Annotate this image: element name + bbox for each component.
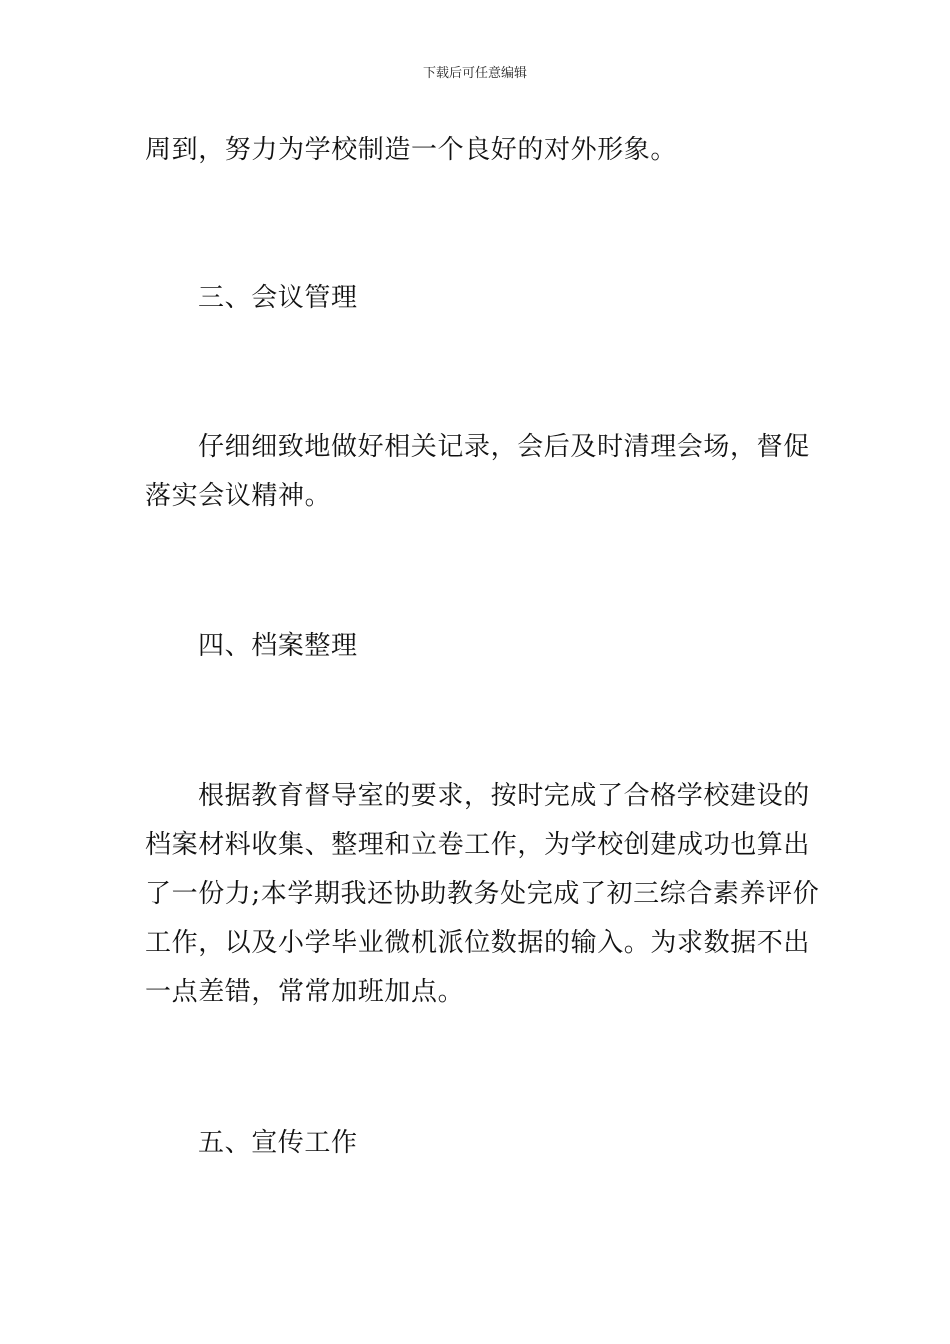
- section-heading: 五、宣传工作: [198, 1128, 358, 1158]
- paragraph-line: 周到，努力为学校制造一个良好的对外形象。: [145, 135, 678, 165]
- section-heading: 四、档案整理: [198, 631, 358, 661]
- paragraph-line: 工作，以及小学毕业微机派位数据的输入。为求数据不出: [145, 928, 811, 958]
- header-note: 下载后可任意编辑: [422, 66, 527, 81]
- section-heading: 三、会议管理: [198, 283, 358, 313]
- paragraph-line: 一点差错，常常加班加点。: [145, 977, 465, 1007]
- section-heading-meeting-management: [145, 274, 810, 323]
- paragraph-archive: [145, 772, 820, 1017]
- section-heading-archive: [145, 622, 810, 671]
- paragraph-line: 档案材料收集、整理和立卷工作，为学校创建成功也算出: [145, 830, 811, 860]
- paragraph-line: 仔细细致地做好相关记录，会后及时清理会场，督促: [198, 432, 810, 462]
- paragraph-meeting: [145, 423, 810, 521]
- paragraph-line: 落实会议精神。: [145, 481, 332, 511]
- section-heading-publicity: [145, 1119, 810, 1168]
- paragraph-line: 了一份力;本学期我还协助教务处完成了初三综合素养评价: [145, 879, 820, 909]
- paragraph-line: 根据教育督导室的要求，按时完成了合格学校建设的: [198, 781, 810, 811]
- paragraph-continuation: [145, 126, 810, 175]
